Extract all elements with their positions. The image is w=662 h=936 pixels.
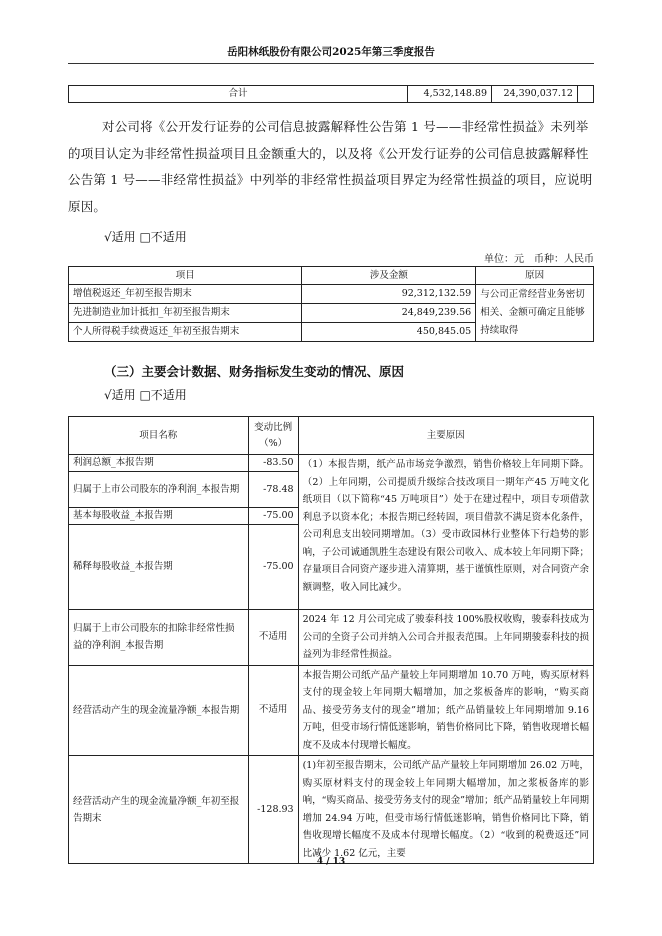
row-ratio: -128.93 (248, 756, 298, 864)
row-item: 先进制造业加计抵扣_年初至报告期末 (69, 304, 302, 323)
col-header-ratio: 变动比例（%） (248, 417, 298, 455)
row-item: 基本每股收益_本报告期 (69, 508, 249, 525)
page-number: 4 / 13 (316, 857, 346, 867)
col-header-amount: 涉及金额 (302, 267, 476, 285)
total-value-1: 4,532,148.89 (408, 86, 492, 103)
table-row (69, 285, 594, 304)
row-reason: 与公司正常经营业务密切相关、金额可确定且能够持续取得 (476, 285, 594, 342)
col-header-item: 项目名称 (69, 417, 249, 455)
row-item: 归属于上市公司股东的净利润_本报告期 (69, 472, 249, 508)
row-item: 经营活动产生的现金流量净额_本报告期 (69, 665, 249, 756)
table-header-row (69, 417, 594, 455)
row-amount: 24,849,239.56 (302, 304, 476, 323)
total-label: 合计 (69, 86, 408, 103)
reason-row-6: 本报告期公司纸产品产量较上年同期增加 10.70 万吨，购买原材料支付的现金较上年同期大幅增加，加之浆板备库的影响，“购买商品、接受劳务支付的现金”增加；纸产品销量较上年同期增加 9.16 万吨，但受市场行情低迷影响，销售价格同比下降，销售收现增长幅度不及成本付现增长幅度。 (298, 665, 593, 756)
section-title: （三）主要会计数据、财务指标发生变动的情况、原因 (104, 364, 405, 379)
col-header-item: 项目 (69, 267, 302, 285)
table-row (69, 455, 594, 472)
row-item: 稀释每股收益_本报告期 (69, 525, 249, 610)
non-recurring-table (68, 266, 594, 342)
col-header-reason: 原因 (476, 267, 594, 285)
change-reasons-table (68, 416, 594, 864)
header-divider (68, 63, 594, 64)
table-row (69, 610, 594, 666)
reason-row-5: 2024 年 12 月公司完成了骏泰科技 100%股权收购，骏泰科技成为公司的全资子公司并纳入公司合并报表范围。上年同期骏泰科技的损益列为非经常性损益。 (298, 610, 593, 666)
table-row (69, 665, 594, 756)
row-item: 增值税返还_年初至报告期末 (69, 285, 302, 304)
report-header: 岳阳林纸股份有限公司2025年第三季度报告 (227, 46, 435, 58)
unit-currency: 单位：元 币种：人民币 (484, 254, 594, 265)
row-ratio: -75.00 (248, 525, 298, 610)
reason-group-1: （1）本报告期，纸产品市场竞争激烈，销售价格较上年同期下降。（2）上年同期，公司提质升级综合技改项目一期年产45 万吨文化纸项目（以下简称“45 万吨项目”）处于在建过程中，项目专项借款利息予以资本化；本报告期已经转固，项目借款不满足资本化条件，公司利息支出较同期增加。（3）受市政园林行业整体下行趋势的影响，子公司诚通凯胜生态建设有限公司收入、成本较上年同期下降；存量项目合同资产逐步进入清算期，基于谨慎性原则，对合同资产余额调整，收入同比减少。 (298, 455, 593, 610)
reason-row-7: (1)年初至报告期末，公司纸产品产量较上年同期增加 26.02 万吨，购买原材料支付的现金较上年同期大幅增加，加之浆板备库的影响，“购买商品、接受劳务支付的现金”增加；纸产品销量较上年同期增加 24.94 万吨，但受市场行情低迷影响，销售价格同比下降，销售收现增长幅度不及成本付现增长幅度。（2）“收到的税费返还”同比减少 1.62 亿元，主要 (298, 756, 593, 864)
row-item: 归属于上市公司股东的扣除非经常性损益的净利润_本报告期 (69, 610, 249, 666)
row-ratio: -83.50 (248, 455, 298, 472)
row-amount: 450,845.05 (302, 323, 476, 342)
table-row (69, 756, 594, 864)
row-item: 经营活动产生的现金流量净额_年初至报告期末 (69, 756, 249, 864)
row-amount: 92,312,132.59 (302, 285, 476, 304)
row-item: 个人所得税手续费返还_年初至报告期末 (69, 323, 302, 342)
total-value-2: 24,390,037.12 (492, 86, 578, 103)
applicable-check-1: √适用 □不适用 (104, 230, 187, 244)
row-ratio: 不适用 (248, 610, 298, 666)
explanation-paragraph: 对公司将《公开发行证券的公司信息披露解释性公告第 1 号——非经常性损益》未列举的项目认定为非经常性损益项目且金额重大的，以及将《公开发行证券的公司信息披露解释性公告第 1 号——非经常性损益》中列举的非经常性损益项目界定为经常性损益的项目，应说明原因。 (68, 119, 593, 214)
col-header-reason: 主要原因 (298, 417, 593, 455)
row-ratio: -75.00 (248, 508, 298, 525)
row-item: 利润总额_本报告期 (69, 455, 249, 472)
row-ratio: -78.48 (248, 472, 298, 508)
table-header-row (69, 267, 594, 285)
total-table (68, 85, 594, 103)
row-ratio: 不适用 (248, 665, 298, 756)
table-row (69, 86, 594, 103)
applicable-check-2: √适用 □不适用 (104, 388, 187, 402)
total-empty-cell (577, 86, 593, 103)
